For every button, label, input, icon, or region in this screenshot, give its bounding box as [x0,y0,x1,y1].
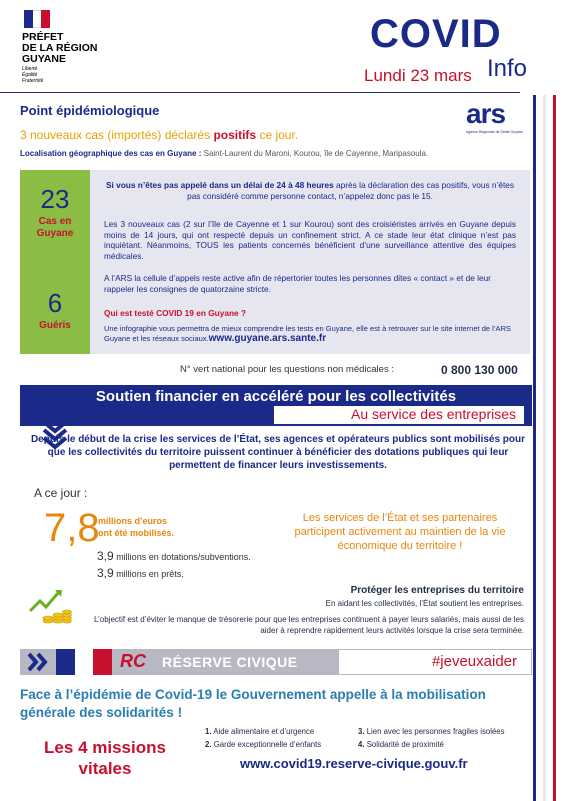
list-item: 4. Solidarité de proximité [358,740,444,749]
ars-logo: ars Agence Régionale de Santé Guyane [466,98,523,134]
marianne-flag-icon [56,649,112,675]
location-line: Localisation géographique des cas en Guyane : Saint-Laurent du Maroni, Kourou, île de Cayenne, Maripasoula. [20,149,429,158]
rc-logo: RC [120,651,146,671]
info-paragraph-cases: Les 3 nouveaux cas (2 sur l’île de Cayenne et 1 sur Kourou) sont des croisiéristes arrivés en Guyane depuis moins de 14 jours, qui ont respecté depuis un confinement strict. A ce stade leur état clinique n’est pas inquiétant. Néanmoins, TOUS les patients concernés bénéficient d’une surveillance attentive des équipes médicales. [104,219,516,261]
healed-count: 6 [47,288,63,318]
info-paragraph-infographie: Une infographie vous permettra de mieux comprendre les tests en Guyane, elle est à retrouver sur le site internet de l’ARS Guyane et les réseaux sociaux.www.guyane.ars.sante.fr [104,324,511,344]
numero-vert: 0 800 130 000 [441,363,518,377]
header-divider [0,92,520,93]
stats-panel [20,170,90,354]
amount-dotations: 3,9 millions en dotations/subventions. [97,549,251,563]
stripe-blue [533,95,536,801]
amount-prets: 3,9 millions en prêts. [97,566,184,580]
objectif-text: L’objectif est d’éviter le manque de trésorerie pour que les entreprises continuent à payer leurs salariés, mais aussi de les aider à reprendre rapidement leurs activités lorsque la crise sera terminée. [93,615,524,635]
numero-vert-label: N° vert national pour les questions non médicales : [180,364,394,375]
missions-title: Les 4 missions vitales [44,738,166,778]
coins-growth-icon [28,587,72,625]
soutien-intro: Depuis le début de la crise les services de l’État, ses agences et opérateurs publics sont mobilisés pour que les collectivités du territoire puissent continuer à bénéficier des dotations publiques qui leur permettent de financer leurs investissements. [30,434,526,471]
prefet-title: PRÉFET DE LA RÉGION GUYANE [22,31,98,65]
reserve-civique-title: RÉSERVE CIVIQUE [162,654,298,670]
list-item: 2. Garde exceptionnelle d’enfants [205,740,322,749]
reserve-civique-band [20,649,532,675]
services-statement: Les services de l’État et ses partenaires participent activement au maintien de la vie économique du territoire ! [294,512,506,552]
mobilisation-call: Face à l’épidémie de Covid-19 le Gouvernement appelle à la mobilisation générale des solidarités ! [20,687,486,720]
stripe-white [543,95,546,801]
list-item: 1. Aide alimentaire et d’urgence [205,727,315,736]
covid-title: COVID [370,12,502,56]
proteger-subtitle: En aidant les collectivités, l’État soutient les entreprises. [325,599,524,608]
soutien-subtitle: Au service des entreprises [274,406,524,424]
healed-label: Guéris [39,320,71,331]
soutien-title: Soutien financier en accéléré pour les collectivités [95,388,457,405]
proteger-title: Protéger les entreprises du territoire [350,585,524,596]
section-title-epidemio: Point épidémiologique [20,103,160,118]
ars-link[interactable]: www.guyane.ars.sante.fr [208,333,327,344]
stripe-red [553,95,556,801]
new-cases-line: 3 nouveaux cas (importés) déclarés positifs ce jour. [20,128,299,142]
double-chevron-icon [26,652,50,677]
info-panel [90,170,530,354]
devise: Liberté Égalité Fraternité [22,66,44,84]
info-paragraph-contact: Si vous n’êtes pas appelé dans un délai de 24 à 48 heures après la déclaration des cas positifs, vous n’êtes pas considéré comme personne contact, n’appelez donc pas le 15. [105,180,515,201]
cases-count: 23 [40,184,70,214]
a-ce-jour: A ce jour : [34,486,88,500]
amount-total: 7,8 [44,506,100,550]
marianne-flag-icon [24,10,50,28]
cases-label: Cas en Guyane [36,216,74,239]
info-title: Info [487,55,528,82]
soutien-banner [20,385,532,426]
amount-label: millions d’euros ont été mobilisés. [98,516,175,538]
reserve-civique-link[interactable]: www.covid19.reserve-civique.gouv.fr [240,756,468,771]
hashtag: #jeveuxaider [338,649,532,675]
info-paragraph-ars: A l’ARS la cellule d’appels reste active afin de répertorier toutes les personnes dites « contact » et de leur rappeler les consignes de quatorzaine stricte. [104,273,491,294]
list-item: 3. Lien avec les personnes fragiles isolées [358,727,505,736]
info-question: Qui est testé COVID 19 en Guyane ? [104,308,247,318]
date: Lundi 23 mars [364,66,472,85]
